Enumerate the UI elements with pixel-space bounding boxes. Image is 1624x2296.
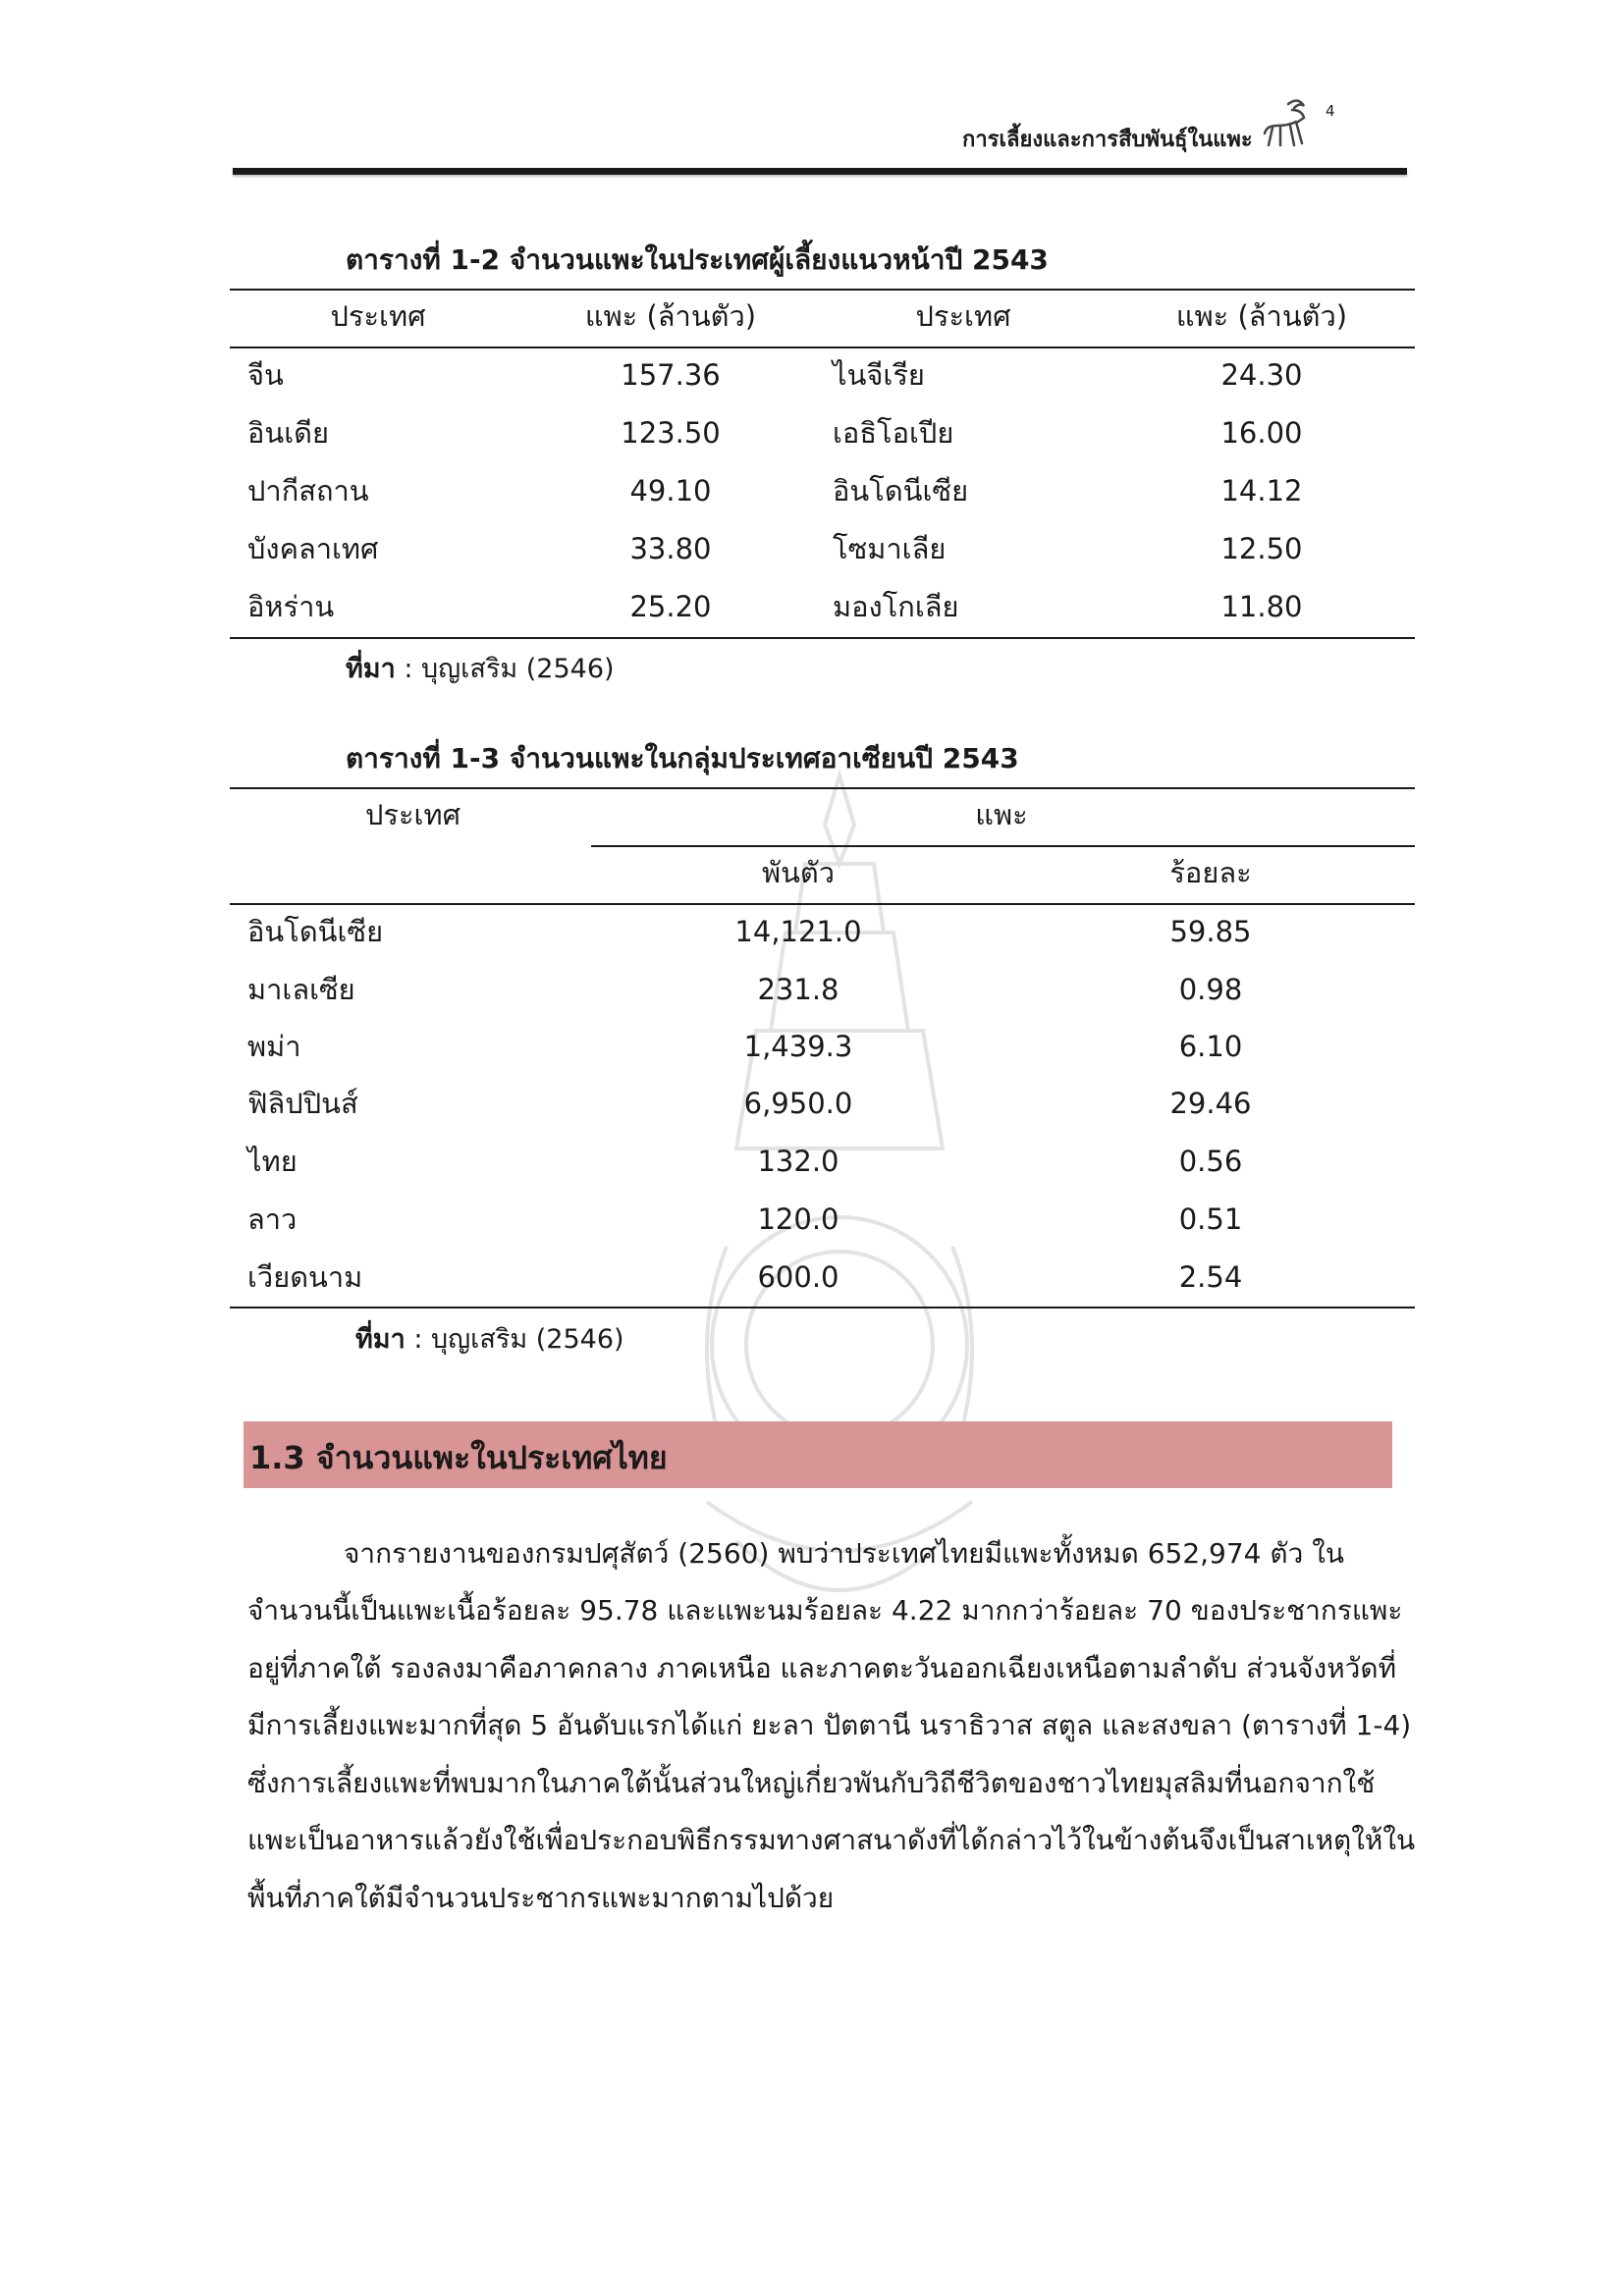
table-row-cell: มองโกเลีย xyxy=(833,590,959,623)
table-row-cell: 33.80 xyxy=(629,532,712,565)
table-1-3-subheader-thousand: พันตัว xyxy=(761,856,836,889)
table-row-cell: 14.12 xyxy=(1220,474,1303,507)
table-row-cell: 25.20 xyxy=(629,590,712,623)
paragraph-line: จำนวนนี้เป็นแพะเนื้อร้อยละ 95.78 และแพะนมร้อยละ 4.22 มากกว่าร้อยละ 70 ของประชากรแพะ xyxy=(247,1594,1403,1627)
source-text: : บุญเสริม (2546) xyxy=(405,1324,624,1355)
table-1-2-header-goats-2: แพะ (ล้านตัว) xyxy=(1175,299,1348,333)
table-1-2-header-country-1: ประเทศ xyxy=(330,299,426,333)
table-row-cell: เวียดนาม xyxy=(247,1260,363,1294)
table-1-2-header-country-2: ประเทศ xyxy=(915,299,1011,333)
table-row-cell: ไนจีเรีย xyxy=(833,358,925,392)
section-title: 1.3 จำนวนแพะในประเทศไทย xyxy=(249,1439,668,1476)
source-text: : บุญเสริม (2546) xyxy=(395,654,615,684)
table-row-cell: อินโดนีเซีย xyxy=(833,474,969,507)
page-number: 4 xyxy=(1326,102,1335,120)
table-1-3-header-country: ประเทศ xyxy=(365,798,460,831)
table-row-cell: 6,950.0 xyxy=(743,1087,853,1120)
table-row-cell: 14,121.0 xyxy=(734,915,862,948)
table-1-2-header-goats-1: แพะ (ล้านตัว) xyxy=(584,299,757,333)
table-row-cell: อิหร่าน xyxy=(247,590,335,623)
table-row-cell: 29.46 xyxy=(1169,1087,1252,1120)
paragraph-line: ซึ่งการเลี้ยงแพะที่พบมากในภาคใต้นั้นส่วนใหญ่เกี่ยวพันกับวิถีชีวิตของชาวไทยมุสลิมที่นอกจากใช้ xyxy=(247,1767,1376,1799)
table-row-cell: บังคลาเทศ xyxy=(247,532,379,565)
table-1-3-source xyxy=(355,1317,624,1360)
paragraph-line: จากรายงานของกรมปศุสัตว์ (2560) พบว่าประเทศไทยมีแพะทั้งหมด 652,974 ตัว ใน xyxy=(344,1537,1345,1570)
table-1-2-bottom-rule xyxy=(230,637,1415,639)
table-row-cell: 132.0 xyxy=(757,1145,839,1178)
table-row-cell: ฟิลิปปินส์ xyxy=(247,1087,358,1120)
table-row-cell: 11.80 xyxy=(1220,590,1303,623)
table-row-cell: 59.85 xyxy=(1169,915,1252,948)
table-row-cell: 49.10 xyxy=(629,474,712,507)
table-1-3-header-goats: แพะ xyxy=(975,798,1028,831)
table-1-2-top-rule xyxy=(230,289,1415,291)
table-row-cell: 600.0 xyxy=(757,1260,839,1294)
table-row-cell: 123.50 xyxy=(621,416,721,450)
paragraph-line: แพะเป็นอาหารแล้วยังใช้เพื่อประกอบพิธีกรรมทางศาสนาดังที่ได้กล่าวไว้ในข้างต้นจึงเป็นสาเหตุให้ใน xyxy=(247,1824,1416,1856)
table-row-cell: 24.30 xyxy=(1220,358,1303,392)
table-row-cell: ไทย xyxy=(247,1145,298,1178)
table-row-cell: อินเดีย xyxy=(247,416,329,450)
table-row-cell: 157.36 xyxy=(621,358,721,392)
table-1-3-subheader-percent: ร้อยละ xyxy=(1169,856,1252,889)
table-1-2-header-rule xyxy=(230,347,1415,348)
paragraph-line: อยู่ที่ภาคใต้ รองลงมาคือภาคกลาง ภาคเหนือ และภาคตะวันออกเฉียงเหนือตามลำดับ ส่วนจังหวัดที่ xyxy=(247,1652,1397,1684)
table-row-cell: 231.8 xyxy=(757,973,839,1006)
table-row-cell: 0.98 xyxy=(1178,973,1243,1006)
table-row-cell: 0.56 xyxy=(1178,1145,1243,1178)
table-row-cell: ลาว xyxy=(247,1202,298,1236)
table-row-cell: 2.54 xyxy=(1178,1260,1243,1294)
table-row-cell: มาเลเซีย xyxy=(247,973,355,1006)
source-label: ที่มา xyxy=(346,654,396,684)
table-row-cell: เอธิโอเปีย xyxy=(833,416,954,450)
source-label: ที่มา xyxy=(355,1324,406,1355)
goat-icon xyxy=(1259,96,1316,151)
table-1-3-span-rule xyxy=(591,845,1415,847)
table-1-2-caption: ตารางที่ 1-2 จำนวนแพะในประเทศผู้เลี้ยงแนวหน้าปี 2543 xyxy=(346,243,1049,276)
table-1-3-top-rule xyxy=(230,787,1415,789)
table-row-cell: อินโดนีเซีย xyxy=(247,915,384,948)
table-row-cell: 1,439.3 xyxy=(743,1030,853,1063)
table-row-cell: 6.10 xyxy=(1178,1030,1243,1063)
table-row-cell: จีน xyxy=(247,358,284,392)
table-row-cell: โซมาเลีย xyxy=(833,532,947,565)
table-1-2-source xyxy=(346,647,615,689)
running-title: การเลี้ยงและการสืบพันธุ์ในแพะ xyxy=(962,128,1253,152)
table-1-3-caption: ตารางที่ 1-3 จำนวนแพะในกลุ่มประเทศอาเซียนปี 2543 xyxy=(346,742,1019,774)
header-rule xyxy=(233,168,1407,175)
table-row-cell: 0.51 xyxy=(1178,1202,1243,1236)
table-row-cell: 16.00 xyxy=(1220,416,1303,450)
paragraph-line: มีการเลี้ยงแพะมากที่สุด 5 อันดับแรกได้แก่ ยะลา ปัตตานี นราธิวาส สตูล และสงขลา (ตารางที่ 1-4) xyxy=(247,1709,1412,1741)
table-1-3-header-rule xyxy=(230,903,1415,905)
table-row-cell: ปากีสถาน xyxy=(247,474,369,507)
table-1-3-bottom-rule xyxy=(230,1307,1415,1308)
table-row-cell: 120.0 xyxy=(757,1202,839,1236)
table-row-cell: พม่า xyxy=(247,1030,301,1063)
paragraph-line: พื้นที่ภาคใต้มีจำนวนประชากรแพะมากตามไปด้วย xyxy=(247,1882,835,1914)
table-row-cell: 12.50 xyxy=(1220,532,1303,565)
